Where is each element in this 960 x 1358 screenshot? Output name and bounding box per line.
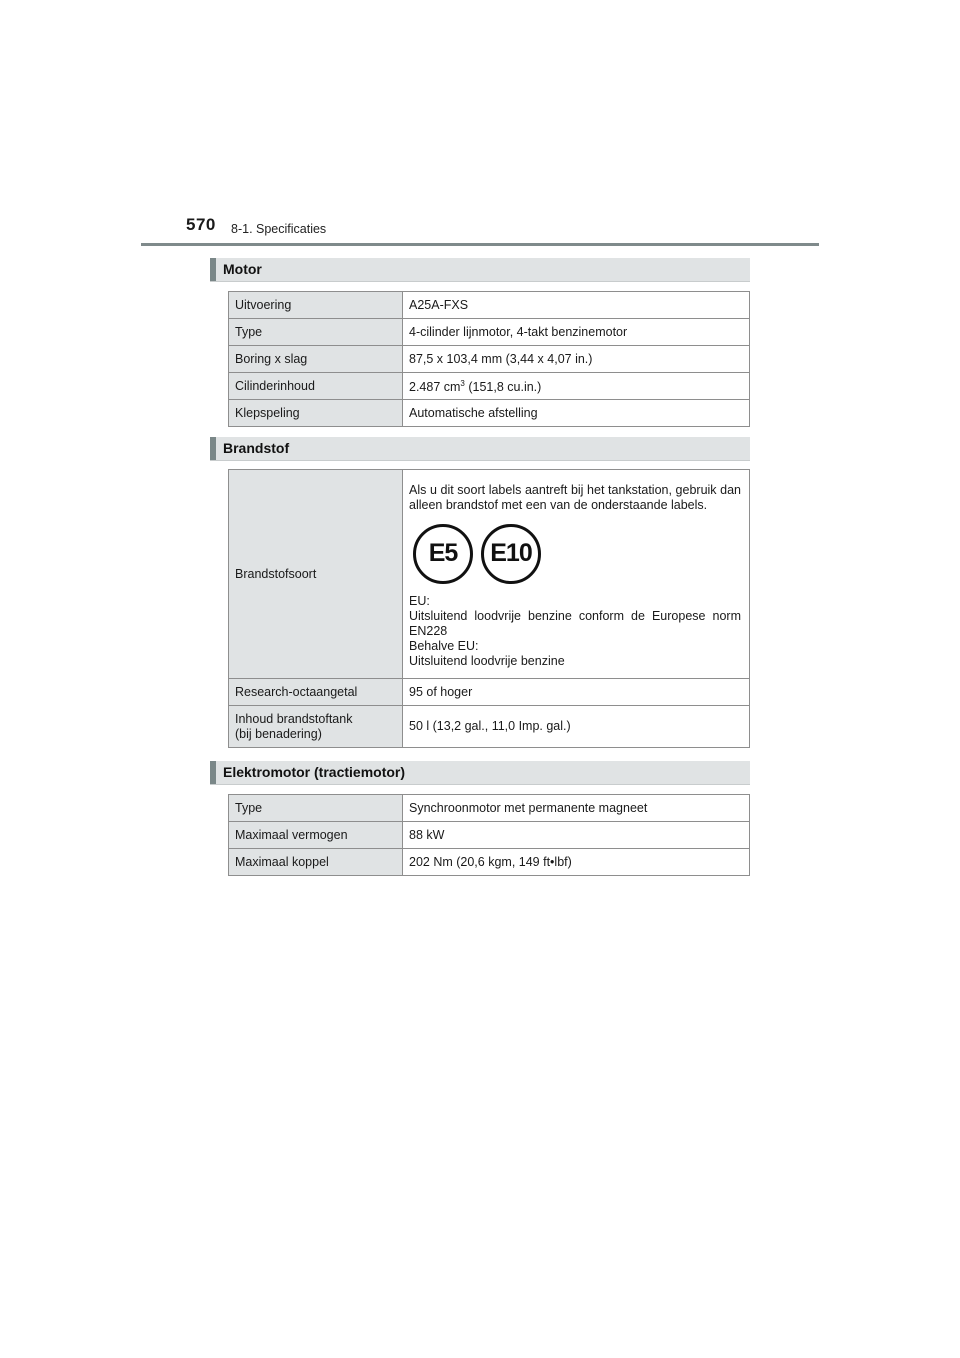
spec-key: Maximaal vermogen (229, 822, 403, 849)
spec-key: Research-octaangetal (229, 679, 403, 706)
section-marker (210, 437, 216, 460)
header-rule (141, 243, 819, 246)
chapter-title: 8-1. Specificaties (231, 222, 327, 236)
spec-key (229, 706, 403, 748)
section-header-elektromotor (210, 761, 750, 785)
spec-value: 88 kW (403, 822, 750, 849)
section-header-motor (210, 258, 750, 282)
table-row (229, 400, 750, 427)
section-header-brandstof (210, 437, 750, 461)
eu-text: Uitsluitend loodvrije benzine conform de Europese norm EN228 (409, 608, 741, 638)
spec-value: Synchroonmotor met permanente magneet (403, 795, 750, 822)
table-row (229, 292, 750, 319)
spec-value (403, 373, 750, 400)
table-row (229, 346, 750, 373)
spec-value: 87,5 x 103,4 mm (3,44 x 4,07 in.) (403, 346, 750, 373)
motor-table (228, 291, 750, 427)
page-number: 570 (186, 215, 216, 234)
key-line: Inhoud brandstoftank (235, 711, 353, 726)
spec-value: Automatische afstelling (403, 400, 750, 427)
table-row (229, 470, 750, 679)
value-part: 2.487 cm (409, 380, 461, 395)
elektromotor-table (228, 794, 750, 876)
eu-heading: EU: (409, 593, 430, 608)
table-row (229, 319, 750, 346)
non-eu-text: Uitsluitend loodvrije benzine (409, 653, 565, 668)
non-eu-heading: Behalve EU: (409, 638, 479, 653)
spec-key: Klepspeling (229, 400, 403, 427)
spec-key: Type (229, 795, 403, 822)
superscript: 3 (460, 379, 465, 389)
table-row (229, 822, 750, 849)
fuel-intro: Als u dit soort labels aantreft bij het tankstation, gebruik dan alleen brandstof met een van de onderstaande labels. (409, 482, 741, 512)
spec-value (403, 470, 750, 679)
fuel-labels (413, 524, 741, 584)
spec-key: Type (229, 319, 403, 346)
spec-value: A25A-FXS (403, 292, 750, 319)
spec-key: Brandstofsoort (229, 470, 403, 679)
spec-value: 95 of hoger (403, 679, 750, 706)
spec-key: Uitvoering (229, 292, 403, 319)
table-row (229, 373, 750, 400)
fuel-label-e10: E10 (481, 524, 541, 584)
table-row (229, 706, 750, 748)
value-part: (151,8 cu.in.) (464, 380, 542, 395)
spec-key: Maximaal koppel (229, 849, 403, 876)
section-title: Motor (223, 261, 262, 277)
spec-value: 50 l (13,2 gal., 11,0 Imp. gal.) (403, 706, 750, 748)
table-row (229, 849, 750, 876)
section-marker (210, 761, 216, 784)
section-title: Brandstof (223, 440, 290, 456)
table-row (229, 679, 750, 706)
section-marker (210, 258, 216, 281)
spec-key: Boring x slag (229, 346, 403, 373)
fuel-label-e5: E5 (413, 524, 473, 584)
brandstof-table (228, 469, 750, 748)
key-line: (bij benadering) (235, 726, 322, 741)
spec-key: Cilinderinhoud (229, 373, 403, 400)
section-title: Elektromotor (tractiemotor) (223, 764, 406, 780)
table-row (229, 795, 750, 822)
spec-value: 202 Nm (20,6 kgm, 149 ft•lbf) (403, 849, 750, 876)
spec-value: 4-cilinder lijnmotor, 4-takt benzinemotor (403, 319, 750, 346)
